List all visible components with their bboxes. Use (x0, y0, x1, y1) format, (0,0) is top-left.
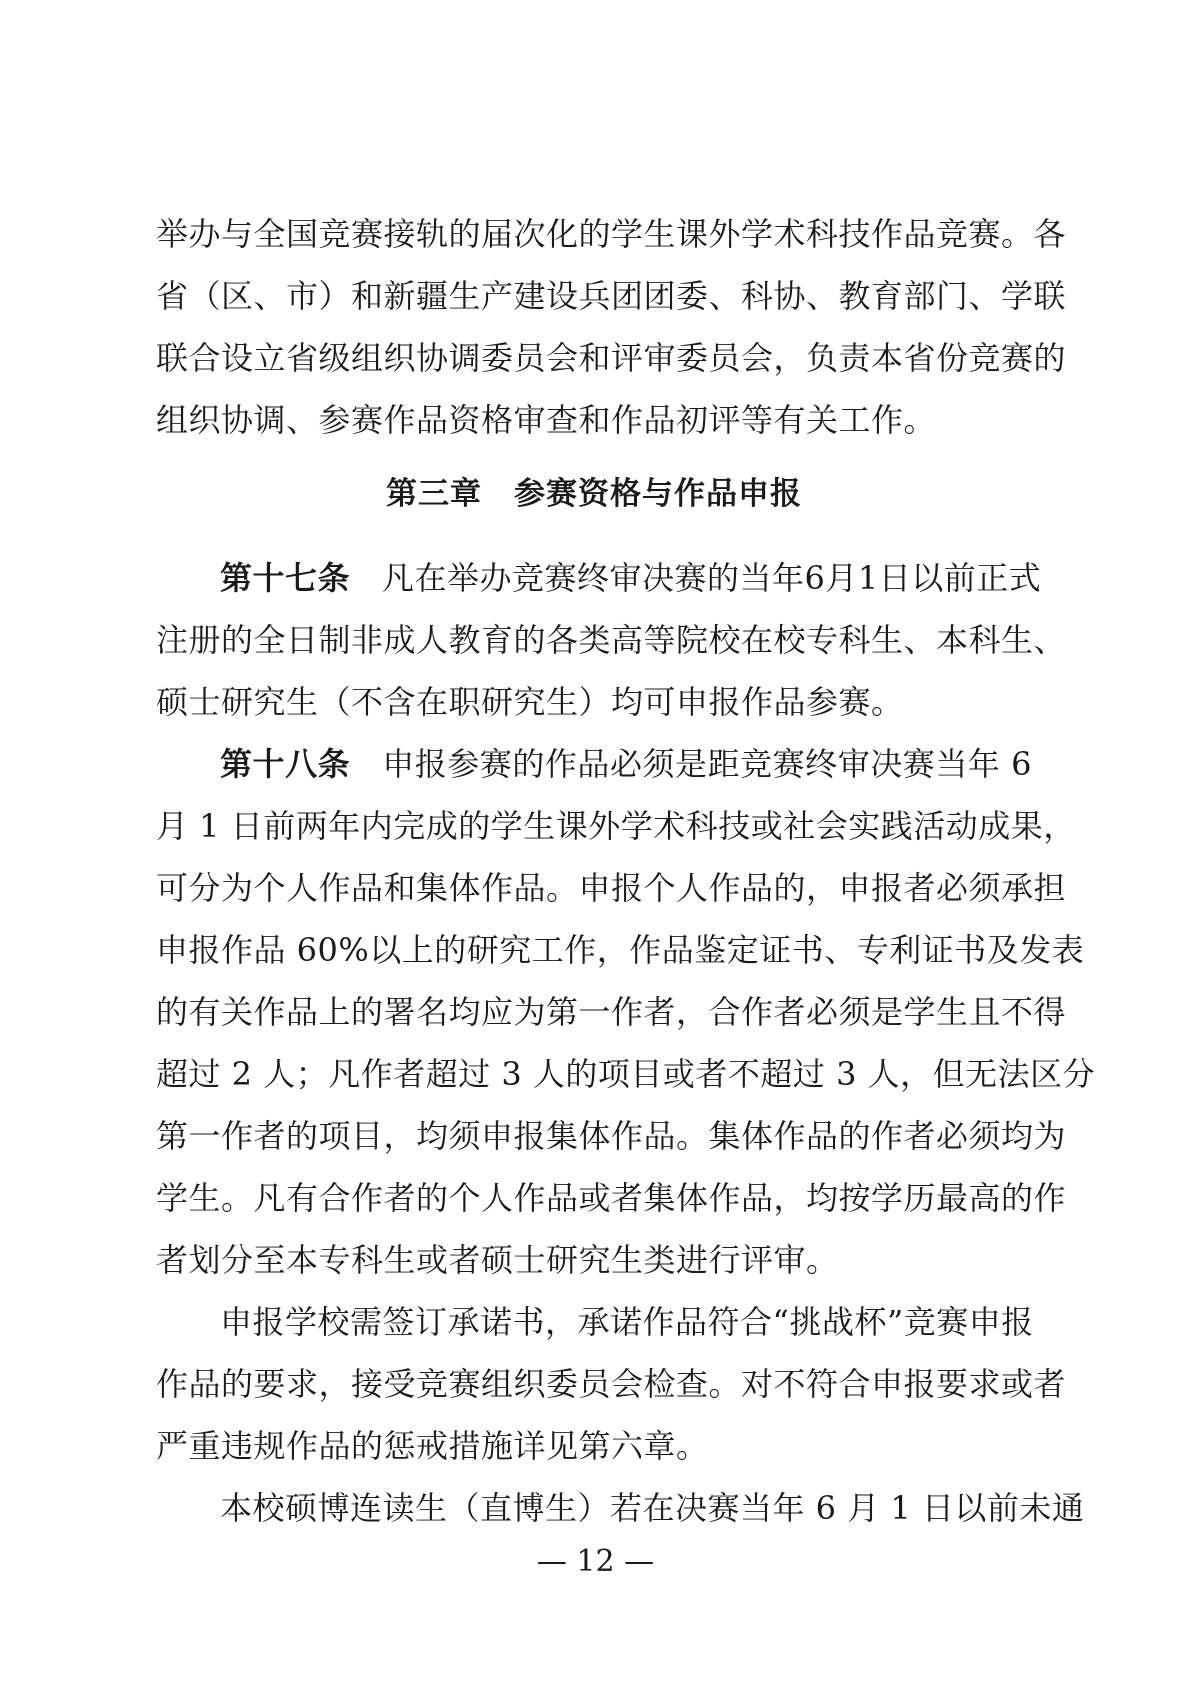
text-line: 省（区、市）和新疆生产建设兵团团委、科协、教育部门、学联 (156, 277, 1067, 315)
text-line: 者划分至本专科生或者硕士研究生类进行评审。 (156, 1241, 839, 1279)
text-line (156, 547, 1042, 609)
chapter-title: 第三章 参赛资格与作品申报 (386, 476, 802, 512)
text-line: 组织协调、参赛作品资格审查和作品初评等有关工作。 (156, 401, 937, 439)
text-line: 月 1 日前两年内完成的学生课外学术科技或社会实践活动成果， (156, 807, 1076, 845)
text-line: 第一作者的项目，均须申报集体作品。集体作品的作者必须均为 (156, 1117, 1067, 1155)
commitment-paragraph (156, 1291, 1067, 1477)
article-text: 申报参赛的作品必须是距竞赛终审决赛当年 6 (382, 745, 1032, 783)
text-line: 举办与全国竞赛接轨的届次化的学生课外学术科技作品竞赛。各 (156, 215, 1067, 253)
page-body (156, 203, 1096, 1539)
text-line: 的有关作品上的署名均应为第一作者，合作者必须是学生且不得 (156, 993, 1067, 1031)
intro-paragraph (156, 203, 1067, 451)
text-line: 作品的要求，接受竞赛组织委员会检查。对不符合申报要求或者 (156, 1365, 1067, 1403)
text-line (156, 733, 1032, 795)
text-line: 联合设立省级组织协调委员会和评审委员会，负责本省份竞赛的 (156, 339, 1067, 377)
direct-phd-paragraph (156, 1477, 1085, 1539)
article-text: 凡在举办竞赛终审决赛的当年6月1日以前正式 (382, 559, 1042, 597)
text-line: 申报学校需签订承诺书，承诺作品符合“挑战杯”竞赛申报 (220, 1303, 1034, 1341)
text-line: 可分为个人作品和集体作品。申报个人作品的，申报者必须承担 (156, 869, 1067, 907)
text-line: 注册的全日制非成人教育的各类高等院校在校专科生、本科生、 (156, 621, 1067, 659)
text-line: 硕士研究生（不含在职研究生）均可申报作品参赛。 (156, 683, 904, 721)
article-18 (156, 733, 1096, 1291)
text-line: 学生。凡有合作者的个人作品或者集体作品，均按学历最高的作 (156, 1179, 1067, 1217)
article-label: 第十八条 (220, 745, 351, 783)
article-label: 第十七条 (220, 559, 351, 597)
text-line: 超过 2 人；凡作者超过 3 人的项目或者不超过 3 人，但无法区分 (156, 1055, 1096, 1093)
page-number: — 12 — (536, 1544, 655, 1579)
text-line: 严重违规作品的惩戒措施详见第六章。 (156, 1427, 709, 1465)
text-line: 申报作品 60%以上的研究工作，作品鉴定证书、专利证书及发表 (156, 931, 1085, 969)
article-17 (156, 547, 1067, 733)
text-line: 本校硕博连读生（直博生）若在决赛当年 6 月 1 日以前未通 (220, 1489, 1085, 1527)
